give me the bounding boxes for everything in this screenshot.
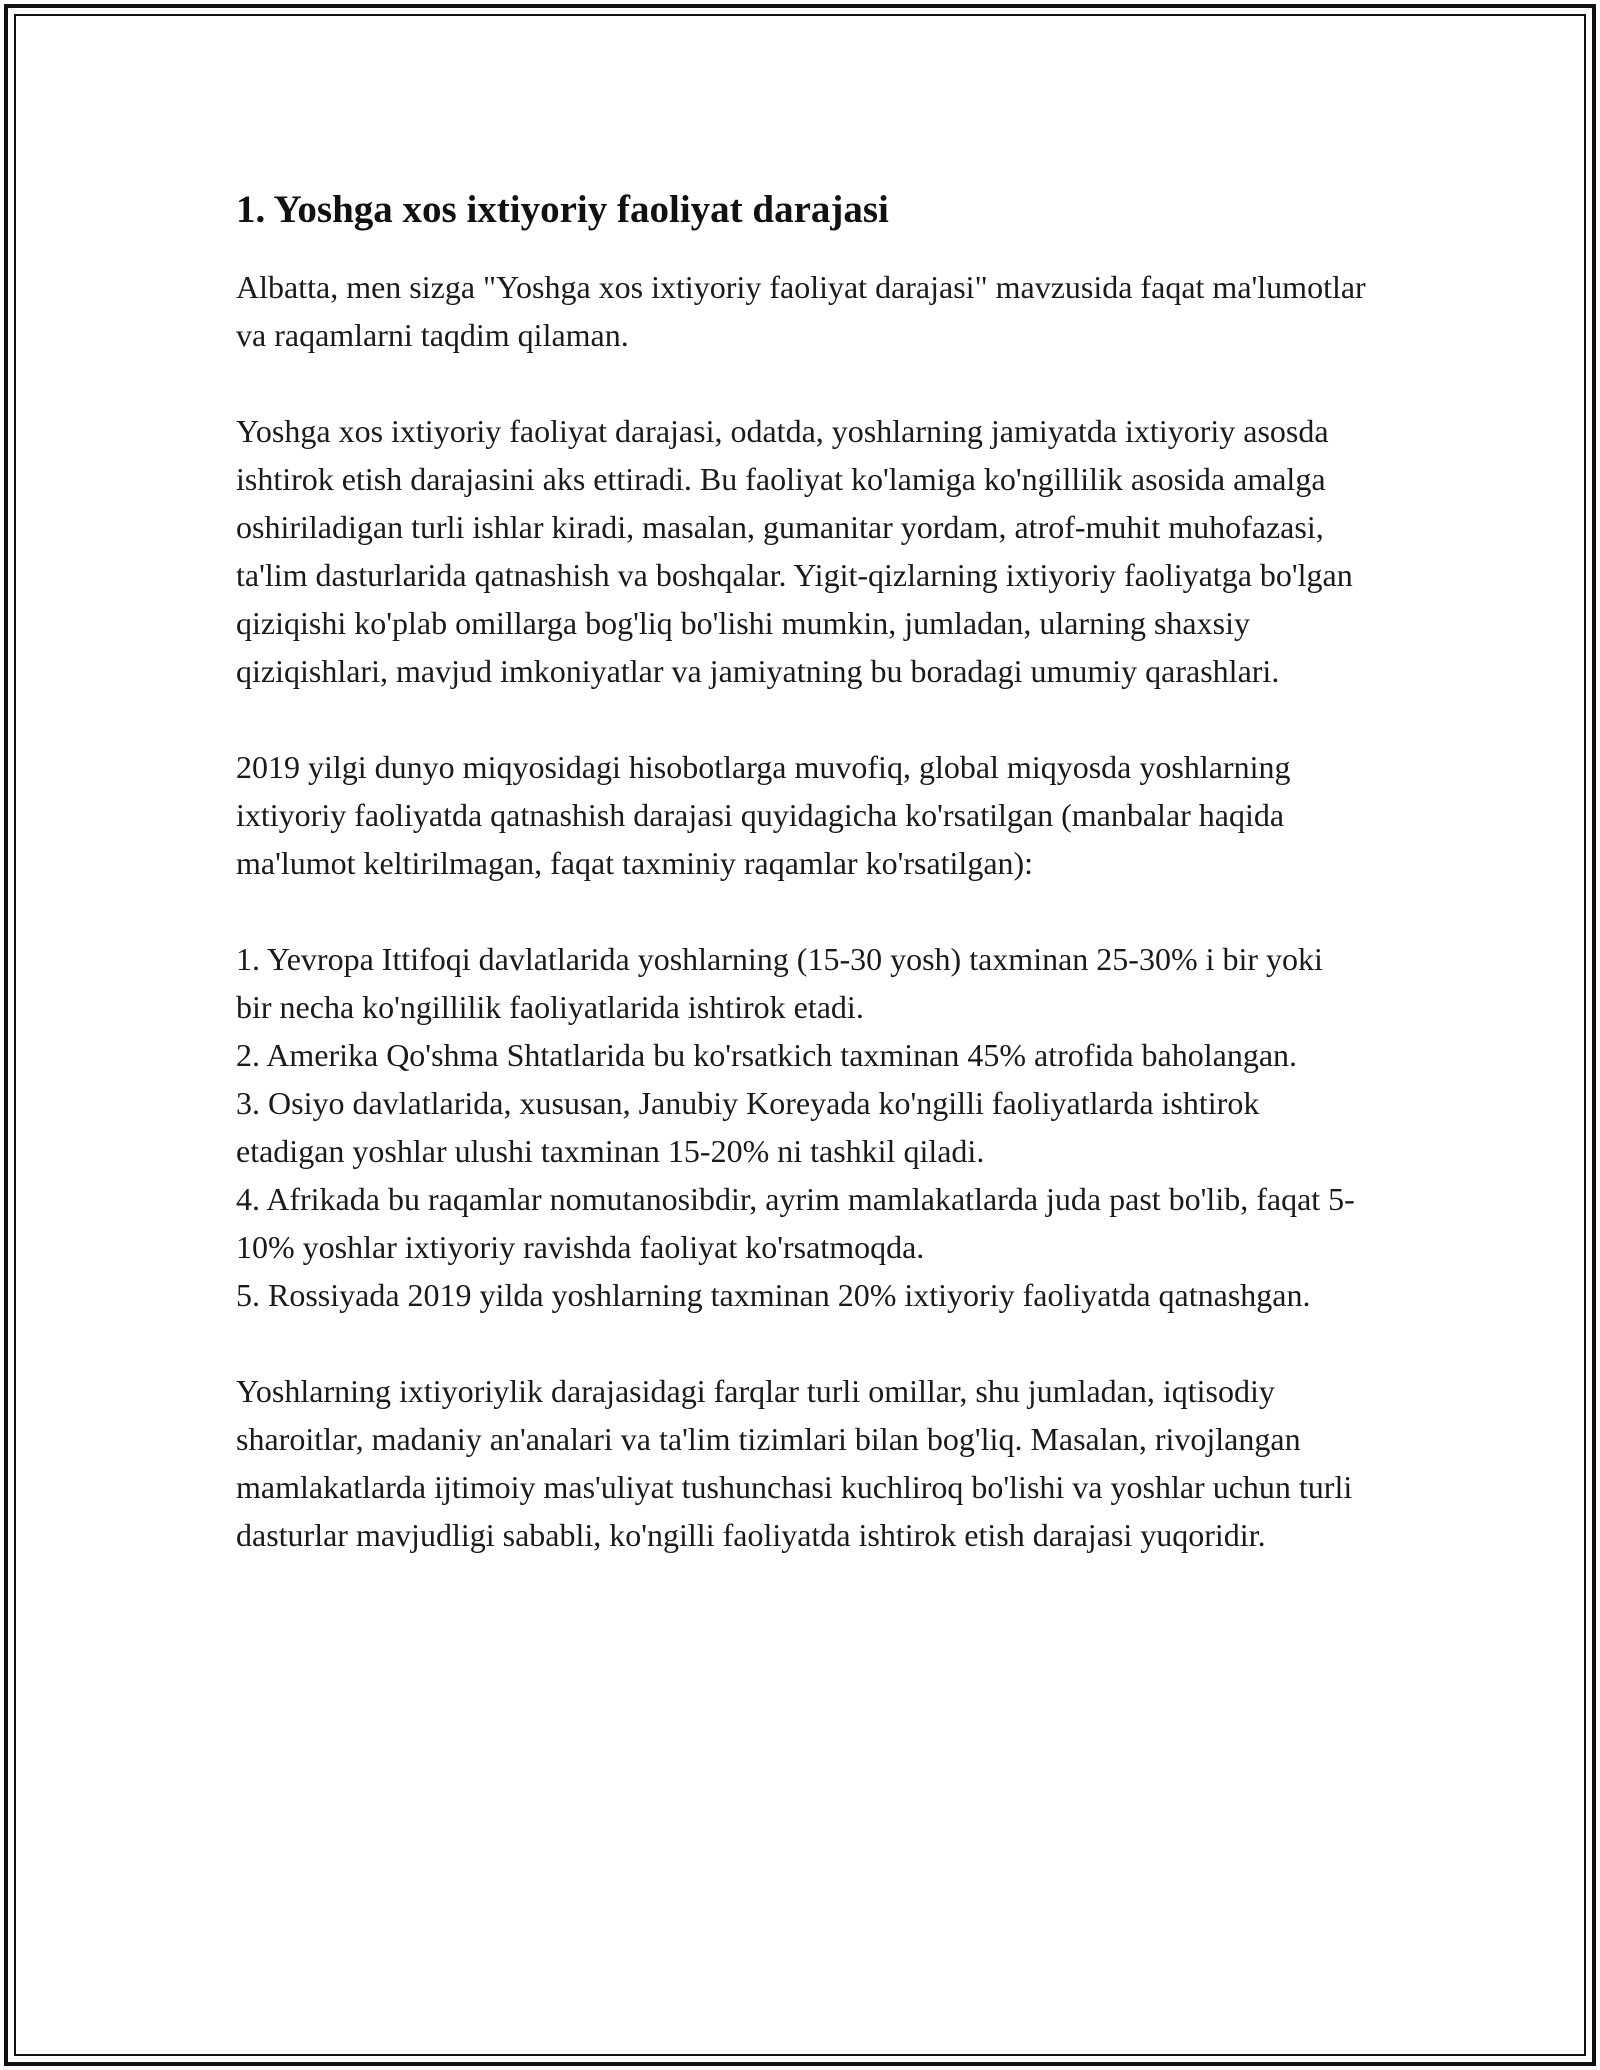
document-body [236,186,1366,1607]
list-item: 4. Afrikada bu raqamlar nomutanosibdir, ayrim mamlakatlarda juda past bo'lib, faqat 5-10% yoshlar ixtiyoriy ravishda faoliyat ko'rsatmoqda. [236,1181,1355,1265]
paragraph-statistics-intro: 2019 yilgi dunyo miqyosidagi hisobotlarga muvofiq, global miqyosda yoshlarning ixtiyoriy faoliyatda qatnashish darajasi quyidagicha ko'rsatilgan (manbalar haqida ma'lumot keltirilmagan, faqat taxminiy raqamlar ko'rsatilgan): [236,749,1291,881]
list-item: 1. Yevropa Ittifoqi davlatlarida yoshlarning (15-30 yosh) taxminan 25-30% i bir yoki bir necha ko'ngillilik faoliyatlarida ishtirok etadi. [236,941,1323,1025]
list-item: 2. Amerika Qo'shma Shtatlarida bu ko'rsatkich taxminan 45% atrofida baholangan. [236,1037,1298,1073]
list-item: 3. Osiyo davlatlarida, xususan, Janubiy Koreyada ko'ngilli faoliyatlarda ishtirok etadigan yoshlar ulushi taxminan 15-20% ni tashkil qiladi. [236,1085,1260,1169]
paragraph-conclusion: Yoshlarning ixtiyoriylik darajasidagi farqlar turli omillar, shu jumladan, iqtisodiy sharoitlar, madaniy an'analari va ta'lim tizimlari bilan bog'liq. Masalan, rivojlangan mamlakatlarda ijtimoiy mas'uliyat tushunchasi kuchliroq bo'lishi va yoshlar uchun turli dasturlar mavjudligi sababli, ko'ngilli faoliyatda ishtirok etish darajasi yuqoridir. [236,1373,1353,1553]
statistics-list [236,935,1366,1319]
intro-paragraph: Albatta, men sizga "Yoshga xos ixtiyoriy faoliyat darajasi" mavzusida faqat ma'lumotlar va raqamlarni taqdim qilaman. [236,269,1366,353]
document-title: 1. Yoshga xos ixtiyoriy faoliyat darajasi [236,188,889,231]
list-item: 5. Rossiyada 2019 yilda yoshlarning taxminan 20% ixtiyoriy faoliyatda qatnashgan. [236,1277,1311,1313]
paragraph-definition: Yoshga xos ixtiyoriy faoliyat darajasi, odatda, yoshlarning jamiyatda ixtiyoriy asosda ishtirok etish darajasini aks ettiradi. Bu faoliyat ko'lamiga ko'ngillilik asosida amalga oshiriladigan turli ishlar kiradi, masalan, gumanitar yordam, atrof-muhit muhofazasi, ta'lim dasturlarida qatnashish va boshqalar. Yigit-qizlarning ixtiyoriy faoliyatga bo'lgan qiziqishi ko'plab omillarga bog'liq bo'lishi mumkin, jumladan, ularning shaxsiy qiziqishlari, mavjud imkoniyatlar va jamiyatning bu boradagi umumiy qarashlari. [236,413,1353,689]
